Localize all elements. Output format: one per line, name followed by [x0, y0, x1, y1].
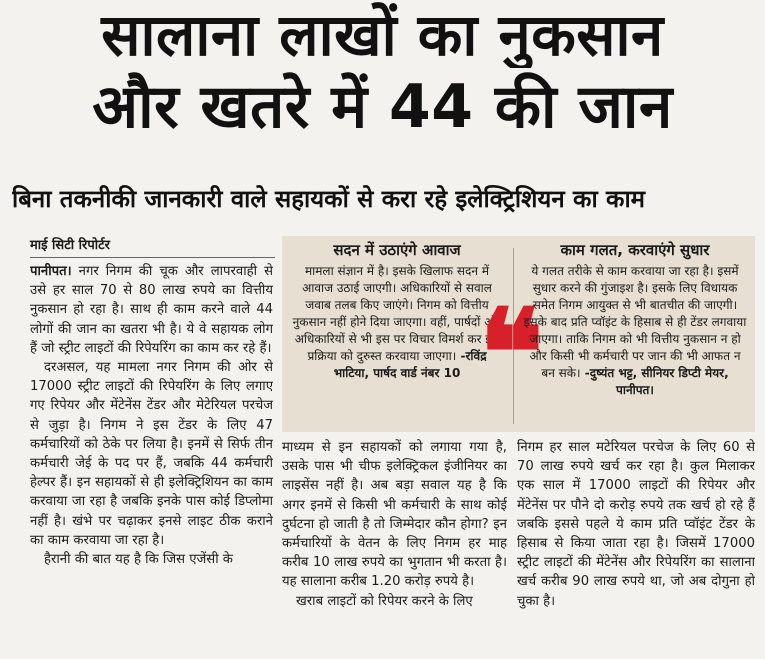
quote-left-text: मामला संज्ञान में है। इसके खिलाफ सदन में आवाज उठाई जाएगी। अधिकारियों से सवाल जवाब तलब किए जाएंगे। निगम को वित्तीय नुकसान नहीं होने दिया जाएगा। वहीं, पार्षदों और अधिकारियों से भी इस पर विचार विमर्श कर इस प्रक्रिया को दुरुस्त करवाया जाएगा। — [292, 264, 502, 363]
dateline: पानीपत। — [30, 264, 72, 279]
quote-right-heading: काम गलत, करवाएंगे सुधार — [560, 241, 710, 259]
quote-left-signature: -रविंद्र भाटिया, पार्षद वार्ड नंबर 10 — [333, 349, 487, 380]
headline-line-2: और खतरे में 44 की जान — [92, 72, 673, 142]
paragraph: माध्यम से इन सहायकों को लगाया गया है, उसके पास भी चीफ इलेक्ट्रिकल इंजीनियर का लाइसेंस नहीं है। अब बड़ा सवाल यह है कि अगर इनमें से किसी भी कर्मचारी के साथ कोई दुर्घटना हो जाती है तो जिम्मेदार कौन होगा? इन कर्मचारियों के वेतन के लिए निगम हर माह करीब 10 लाख रुपये का भुगतान भी करता है। यह सालाना करीब 1.20 करोड़ रुपये है। — [282, 440, 507, 590]
quote-left — [292, 242, 502, 382]
byline: माई सिटी रिपोर्टर — [30, 235, 275, 258]
paragraph: निगम हर साल मटेरियल परचेज के लिए 60 से 70 लाख रुपये खर्च कर रहा है। कुल मिलाकर एक साल में 17000 लाइटों की रिपेयर और मेंटेनेंस पर पौने दो करोड़ रुपये तक खर्च हो रहे हैं जबकि इससे पहले ये काम प्रति प्वॉइंट टेंडर के हिसाब से किया जाता रहा है। जिसमें 17000 स्ट्रीट लाइटों की मेंटेनेंस और रिपेयरिंग का सालाना खर्च करीब 90 लाख रुपये था, जो अब दोगुना हो चुका है। — [517, 440, 755, 609]
paragraph: हैरानी की बात यह है कि जिस एजेंसी के — [44, 552, 233, 568]
quote-right-text: ये गलत तरीके से काम करवाया जा रहा है। इसमें सुधार करने की गुंजाइश है। इसके लिए विधायक समेत निगम आयुक्त से भी बातचीत की जाएगी। इसके बाद प्रति प्वॉइंट के हिसाब से ही टेंडर लगवाया जाएगा। ताकि निगम को भी वित्तीय नुकसान न हो और किसी भी कर्मचारी पर जान की भी आफत न बन सके। — [523, 264, 747, 380]
article-column-3 — [517, 438, 755, 648]
subheadline: बिना तकनीकी जानकारी वाले सहायकों से करा रहे इलेक्ट्रिशियन का काम — [12, 185, 646, 213]
paragraph: खराब लाइटों को रिपेयर करने के लिए — [296, 593, 473, 609]
paragraph — [30, 262, 273, 358]
quotation-mark-icon: ❝ — [479, 283, 544, 424]
quote-box — [282, 236, 755, 432]
quote-right-signature: -दुष्यंत भट्ट, सीनियर डिप्टी मेयर, पानीपत। — [580, 366, 729, 397]
article-column-2 — [282, 438, 507, 648]
quote-right — [522, 242, 748, 399]
paragraph: दरअसल, यह मामला नगर निगम की ओर से 17000 स्ट्रीट लाइटों की रिपेयरिंग के लिए लगाए गए रिपेयर और मेंटेनेंस टेंडर और मेटेरियल परचेज से जुड़ा है। निगम ने इस टेंडर के लिए 47 कर्मचारियों को ठेके पर लिया है। इनमें से सिर्फ तीन कर्मचारी जेई के पद पर हैं, जबकि 44 कर्मचारी हेल्पर हैं। इन सहायकों से ही इलेक्ट्रिशियन का काम करवाया जा रहा है जबकि इनके पास कोई डिप्लोमा नहीं है। खंभे पर चढ़ाकर इनसे लाइट ठीक कराने का काम करवाया जा रहा है। — [30, 360, 273, 548]
headline-line-1: सालाना लाखों का नुकसान — [101, 2, 664, 68]
quote-left-heading: सदन में उठाएंगे आवाज — [333, 241, 461, 259]
article-column-1 — [30, 262, 273, 642]
paragraph-text: नगर निगम की चूक और लापरवाही से उसे हर साल 70 से 80 लाख रुपये का वित्तीय नुकसान हो रहा है। साथ ही काम करने वाले 44 लोगों की जान का खतरा भी है। ये वे सहायक लोग हैं जो स्ट्रीट लाइटों की रिपेयरिंग का काम कर रहे हैं। — [30, 264, 273, 356]
